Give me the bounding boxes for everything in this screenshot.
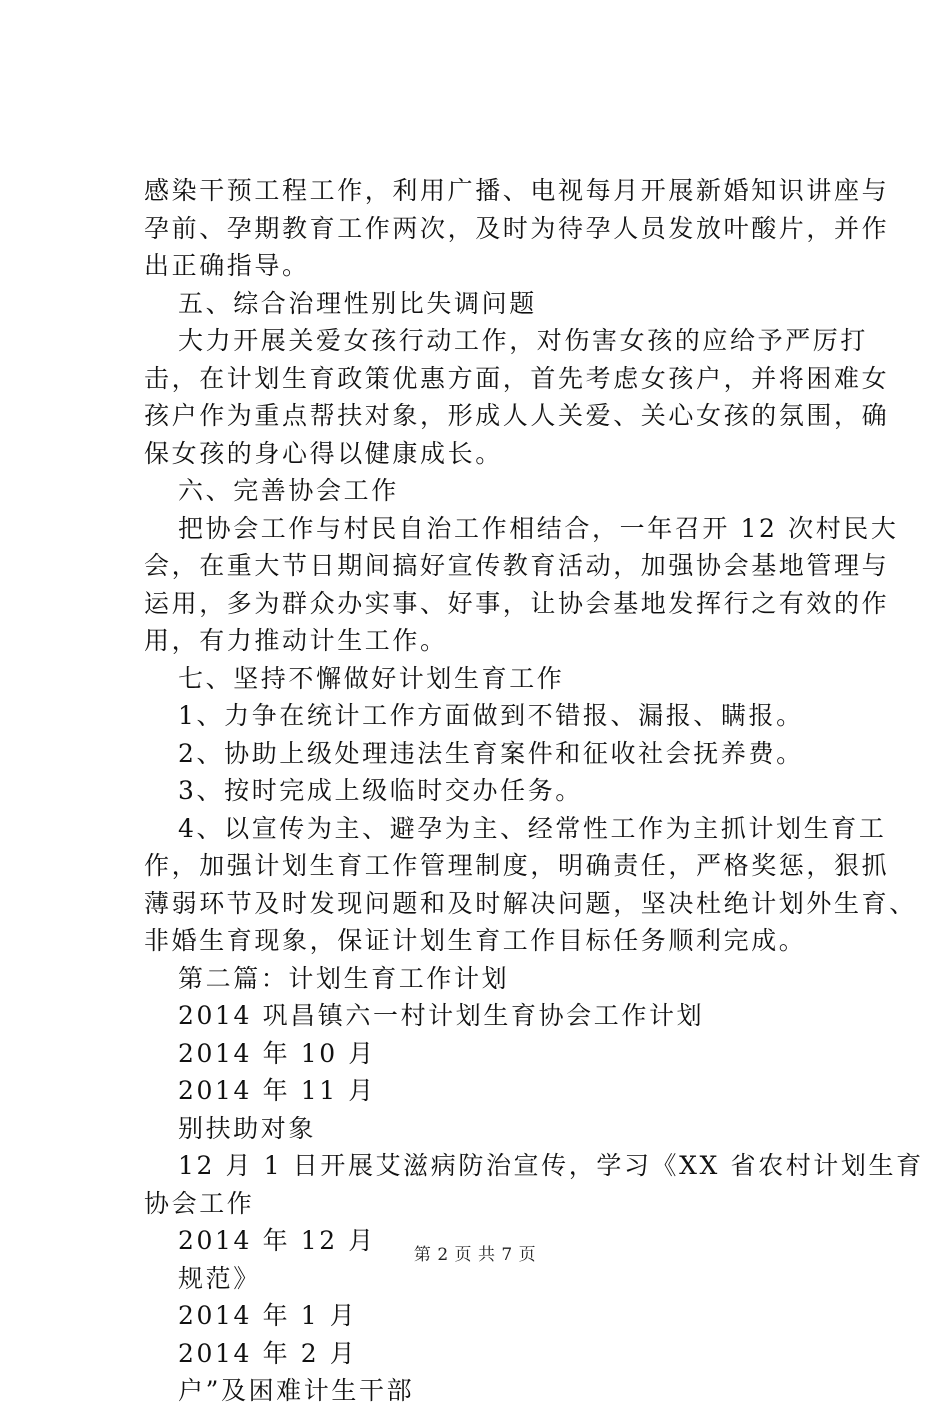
text-line: 别扶助对象: [178, 1113, 317, 1143]
text-line: 出正确指导。: [144, 251, 310, 280]
text-line: 孩户作为重点帮扶对象，形成人人关爱、关心女孩的氛围，确: [144, 401, 890, 430]
list-item: 3、按时完成上级临时交办任务。: [178, 776, 583, 805]
date-line: 2014 年 11 月: [178, 1076, 376, 1105]
text-line: 非婚生育现象，保证计划生育工作目标任务顺利完成。: [144, 926, 807, 955]
text-line: 击，在计划生育政策优惠方面，首先考虑女孩户，并将困难女: [144, 363, 890, 393]
text-line: 12 月 1 日开展艾滋病防治宣传，学习《XX 省农村计划生育: [178, 1151, 924, 1180]
text-line: 感染干预工程工作，利用广播、电视每月开展新婚知识讲座与: [144, 176, 890, 205]
text-line: 作，加强计划生育工作管理制度，明确责任，严格奖惩，狠抓: [144, 851, 890, 880]
chapter-heading: 第二篇：计划生育工作计划: [178, 963, 510, 993]
section-heading: 五、综合治理性别比失调问题: [178, 288, 537, 318]
page-number-footer: 第 2 页 共 7 页: [413, 1245, 537, 1265]
document-body: [144, 172, 924, 1410]
date-line: 2014 年 2 月: [178, 1338, 358, 1368]
text-line: 用，有力推动计生工作。: [144, 626, 448, 655]
text-line: 会，在重大节日期间搞好宣传教育活动，加强协会基地管理与: [144, 551, 890, 580]
text-line: 规范》: [178, 1263, 261, 1293]
plan-title: 2014 巩昌镇六一村计划生育协会工作计划: [178, 1001, 705, 1030]
date-line: 2014 年 12 月: [178, 1226, 376, 1255]
section-heading: 七、坚持不懈做好计划生育工作: [178, 663, 565, 693]
text-line: 协会工作: [144, 1188, 255, 1218]
text-line: 把协会工作与村民自治工作相结合，一年召开 12 次村民大: [178, 513, 899, 543]
list-item: 1、力争在统计工作方面做到不错报、漏报、瞒报。: [178, 701, 804, 730]
date-line: 2014 年 1 月: [178, 1301, 358, 1330]
list-item: 2、协助上级处理违法生育案件和征收社会抚养费。: [178, 738, 804, 768]
text-line: 户”及困难计生干部: [178, 1376, 415, 1405]
date-line: 2014 年 10 月: [178, 1038, 376, 1068]
text-line: 孕前、孕期教育工作两次，及时为待孕人员发放叶酸片，并作: [144, 213, 890, 243]
text-line: 保女孩的身心得以健康成长。: [144, 438, 503, 468]
text-line: 大力开展关爱女孩行动工作，对伤害女孩的应给予严厉打: [178, 326, 869, 355]
section-heading: 六、完善协会工作: [178, 476, 399, 505]
text-line: 运用，多为群众办实事、好事，让协会基地发挥行之有效的作: [144, 588, 890, 618]
text-line: 薄弱环节及时发现问题和及时解决问题，坚决杜绝计划外生育、: [144, 888, 917, 918]
list-item: 4、以宣传为主、避孕为主、经常性工作为主抓计划生育工: [178, 813, 887, 843]
